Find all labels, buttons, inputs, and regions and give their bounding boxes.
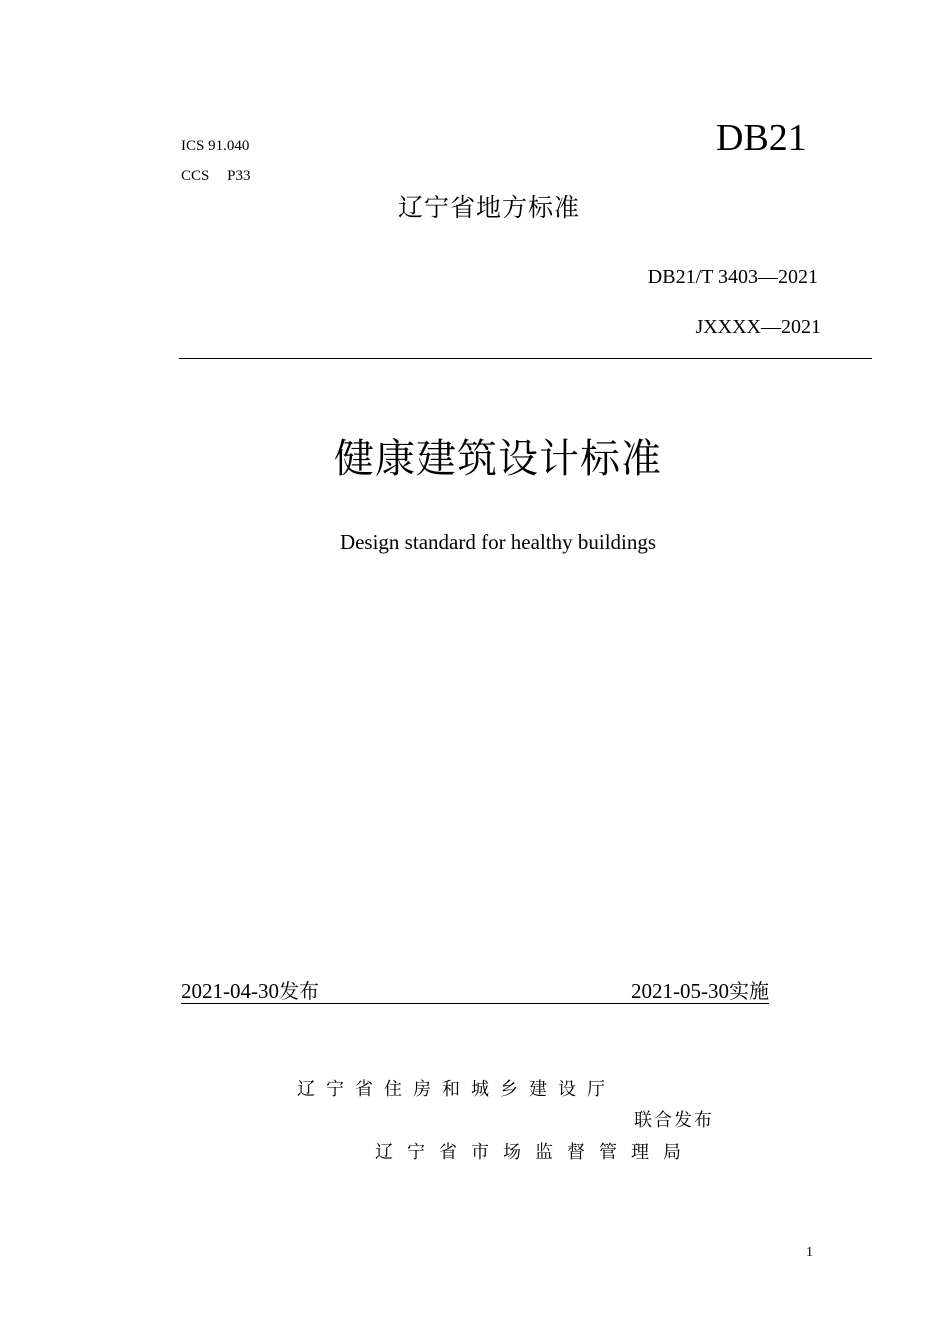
standard-level: 辽宁省地方标准: [398, 193, 581, 222]
page-number: 1: [806, 1245, 813, 1260]
document-title-cn: 健康建筑设计标准: [334, 436, 662, 482]
joint-issue-label: 联合发布: [634, 1110, 714, 1131]
implementation-date: [631, 975, 769, 1004]
db-mark: DB21: [716, 117, 807, 159]
standard-code: DB21/T 3403—2021: [647, 266, 818, 288]
issue-date-value: 2021-04-30: [181, 979, 279, 1003]
dates-row: [181, 975, 769, 1004]
issue-label: 发布: [279, 979, 319, 1003]
ics-code: ICS 91.040: [181, 138, 250, 154]
implement-label: 实施: [729, 979, 769, 1003]
filing-code: JXXXX—2021: [695, 316, 821, 338]
issue-date: [181, 975, 319, 1004]
implement-date-value: 2021-05-30: [631, 979, 729, 1003]
ccs-code: CCS P33: [181, 168, 251, 184]
issuer-market-bureau: 辽宁省市场监督管理局: [375, 1142, 695, 1163]
header-divider: [179, 358, 872, 359]
issuer-housing-dept: 辽宁省住房和城乡建设厅: [297, 1079, 616, 1100]
document-title-en: Design standard for healthy buildings: [339, 530, 657, 554]
